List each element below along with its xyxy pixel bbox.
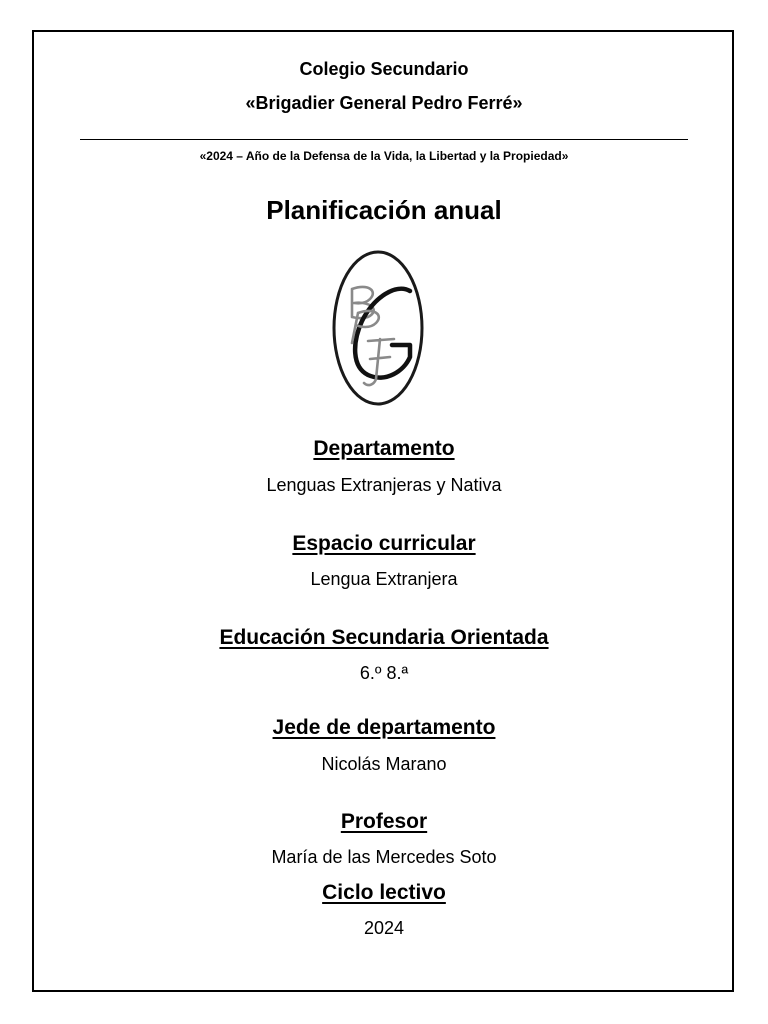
profesor-value: María de las Mercedes Soto <box>271 847 497 867</box>
school-name: Colegio Secundario <box>299 59 469 79</box>
ciclo-lectivo-heading: Ciclo lectivo <box>322 881 446 904</box>
educacion-value: 6.º 8.ª <box>359 663 409 683</box>
jefe-departamento-heading: Jede de departamento <box>272 716 496 739</box>
espacio-curricular-heading: Espacio curricular <box>292 532 476 555</box>
school-subtitle: «Brigadier General Pedro Ferré» <box>245 93 523 113</box>
profesor-heading: Profesor <box>340 810 428 833</box>
jefe-departamento-value: Nicolás Marano <box>321 754 447 774</box>
year-motto: «2024 – Año de la Defensa de la Vida, la Libertad y la Propiedad» <box>199 149 569 163</box>
school-monogram-logo-icon <box>330 236 426 407</box>
header-divider <box>80 139 688 140</box>
ciclo-lectivo-value: 2024 <box>363 918 405 938</box>
espacio-curricular-value: Lengua Extranjera <box>310 569 458 589</box>
document-title: Planificación anual <box>266 195 502 225</box>
logo-letters: BGPF <box>330 236 374 253</box>
educacion-heading: Educación Secundaria Orientada <box>219 626 549 649</box>
departamento-value: Lenguas Extranjeras y Nativa <box>266 475 502 495</box>
departamento-heading: Departamento <box>313 437 455 460</box>
